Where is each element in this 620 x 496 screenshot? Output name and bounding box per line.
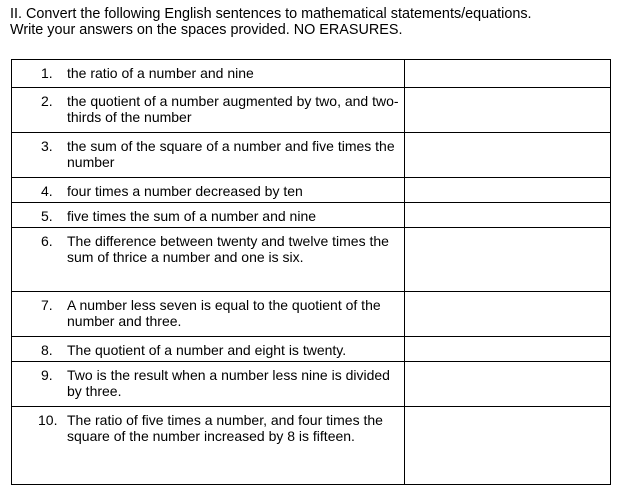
question-10 — [12, 407, 404, 446]
question-text: the ratio of a number and nine — [67, 65, 254, 81]
question-cell — [12, 60, 405, 88]
question-text: A number less seven is equal to the quotient of the number and three. — [67, 297, 381, 329]
table-row — [12, 133, 611, 178]
question-text: five times the sum of a number and nine — [67, 208, 317, 224]
table-row — [12, 407, 611, 485]
question-cell — [12, 292, 405, 337]
question-number: 9. — [41, 367, 53, 383]
question-2 — [12, 88, 404, 127]
question-text: four times a number decreased by ten — [67, 183, 303, 199]
question-cell — [12, 407, 405, 485]
table-row — [12, 60, 611, 88]
question-9 — [12, 362, 404, 401]
question-number: 6. — [41, 233, 53, 249]
answer-space[interactable] — [405, 178, 611, 203]
question-text: The quotient of a number and eight is twenty. — [67, 342, 347, 358]
instructions-line-1: II. Convert the following English sentences to mathematical statements/equations. — [10, 6, 532, 22]
answer-space[interactable] — [405, 228, 611, 292]
question-3 — [12, 133, 404, 172]
table-row — [12, 203, 611, 228]
table-row — [12, 362, 611, 407]
question-7 — [12, 292, 404, 331]
question-4 — [12, 178, 404, 201]
question-cell — [12, 362, 405, 407]
answer-space[interactable] — [405, 88, 611, 133]
question-8 — [12, 337, 404, 360]
question-text: The ratio of five times a number, and four times the square of the number increased by 8 is fifteen. — [67, 412, 383, 444]
answer-space[interactable] — [405, 292, 611, 337]
instructions — [10, 6, 615, 38]
question-number: 1. — [41, 65, 53, 81]
answer-space[interactable] — [405, 133, 611, 178]
question-answer-table — [11, 59, 611, 485]
answer-space[interactable] — [405, 60, 611, 88]
question-5 — [12, 203, 404, 226]
question-cell — [12, 203, 405, 228]
table-row — [12, 292, 611, 337]
question-text: Two is the result when a number less nine is divided by three. — [67, 367, 390, 399]
instructions-line-2: Write your answers on the spaces provided. NO ERASURES. — [10, 22, 403, 38]
question-number: 7. — [41, 297, 53, 313]
table-row — [12, 228, 611, 292]
question-number: 2. — [41, 93, 53, 109]
question-number: 3. — [41, 138, 53, 154]
question-text: The difference between twenty and twelve times the sum of thrice a number and one is six. — [67, 233, 389, 265]
question-text: the quotient of a number augmented by two, and two-thirds of the number — [67, 93, 399, 125]
question-number: 4. — [41, 183, 53, 199]
question-cell — [12, 88, 405, 133]
question-cell — [12, 133, 405, 178]
table-row — [12, 178, 611, 203]
answer-space[interactable] — [405, 337, 611, 362]
question-1 — [12, 60, 404, 83]
question-6 — [12, 228, 404, 267]
question-number: 5. — [41, 208, 53, 224]
answer-space[interactable] — [405, 362, 611, 407]
table-row — [12, 337, 611, 362]
question-cell — [12, 178, 405, 203]
question-cell — [12, 337, 405, 362]
question-cell — [12, 228, 405, 292]
table-row — [12, 88, 611, 133]
question-number: 8. — [41, 342, 53, 358]
answer-space[interactable] — [405, 203, 611, 228]
question-text: the sum of the square of a number and five times the number — [67, 138, 395, 170]
answer-space[interactable] — [405, 407, 611, 485]
question-number: 10. — [38, 412, 58, 428]
